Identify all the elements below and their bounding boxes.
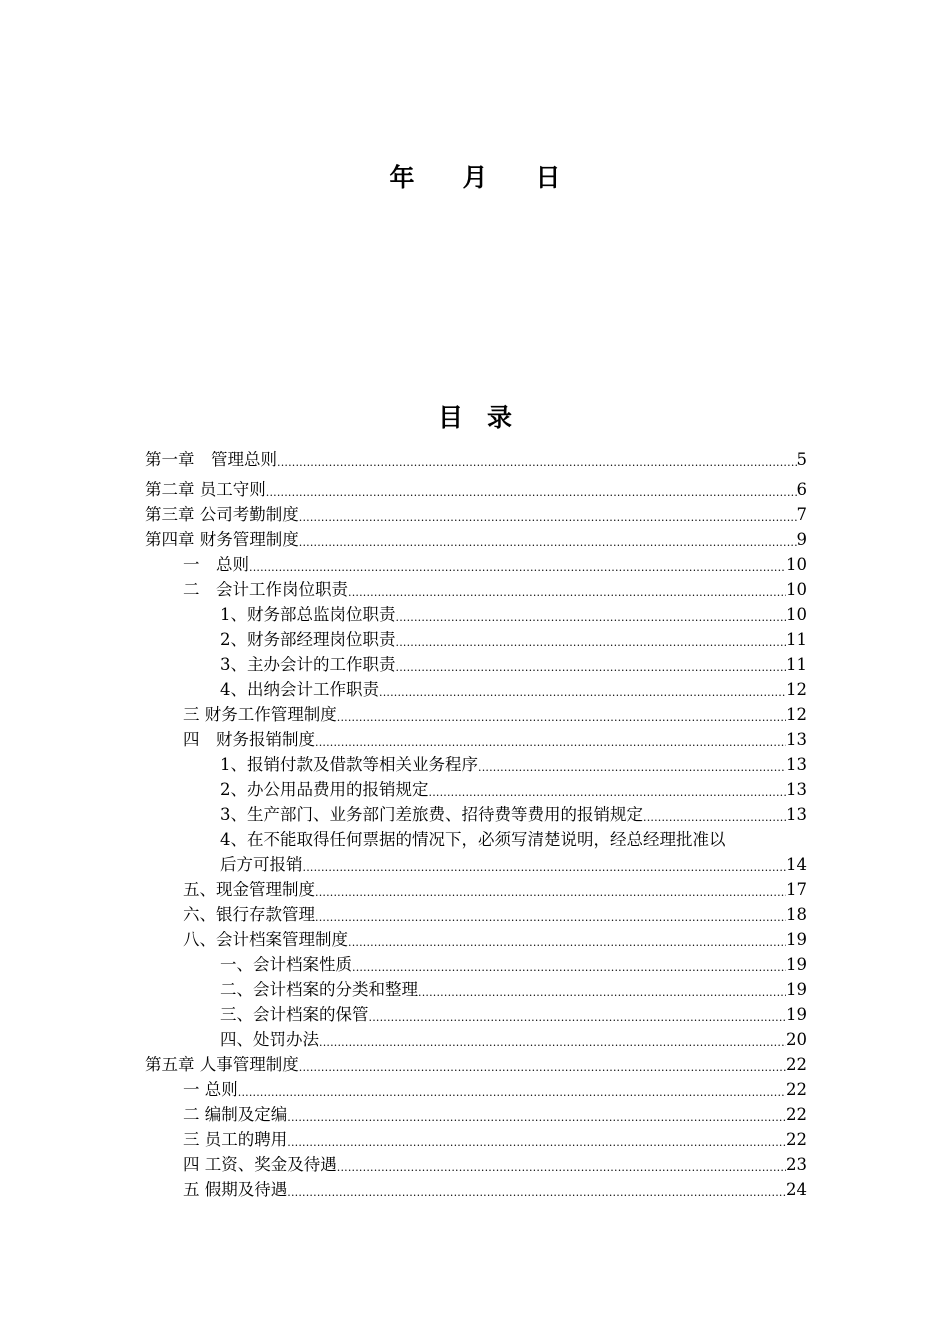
toc-entry-subsection[interactable]: 二、会计档案的分类和整理 ..... 19 <box>220 978 807 1002</box>
toc-title-char-2: 录 <box>487 403 513 432</box>
date-year: 年 <box>389 163 415 192</box>
toc-entry-chapter-4[interactable]: 第四章 财务管理制度 ..... 9 <box>145 528 807 552</box>
toc-entry-chapter-1[interactable]: 第一章 管理总则 ..... 5 <box>145 448 807 472</box>
toc-entry-subsection[interactable]: 后方可报销 ..... 14 <box>220 853 807 877</box>
toc-entry-section[interactable]: 二 编制及定编 ..... 22 <box>183 1103 807 1127</box>
date-line <box>0 158 950 194</box>
toc-entry-chapter-5[interactable]: 第五章 人事管理制度 ..... 22 <box>145 1053 807 1077</box>
toc-entry-section[interactable]: 三 员工的聘用 ..... 22 <box>183 1128 807 1152</box>
toc-entry-subsection[interactable]: 3、生产部门、业务部门差旅费、招待费等费用的报销规定 ..... 13 <box>220 803 807 827</box>
toc-entry-wrapped-line[interactable]: 4、在不能取得任何票据的情况下，必须写清楚说明，经总经理批准以 <box>220 830 726 849</box>
toc-entry-section[interactable]: 四 工资、奖金及待遇 ..... 23 <box>183 1153 807 1177</box>
toc-entry-subsection[interactable]: 一、会计档案性质 ..... 19 <box>220 953 807 977</box>
toc-entry-subsection[interactable]: 2、财务部经理岗位职责 ..... 11 <box>220 628 807 652</box>
toc-entry-section[interactable]: 五 假期及待遇 ..... 24 <box>183 1178 807 1202</box>
date-day: 日 <box>535 163 561 192</box>
date-month: 月 <box>462 163 488 192</box>
toc-entry-subsection[interactable]: 3、主办会计的工作职责 ..... 11 <box>220 653 807 677</box>
toc-entry-section[interactable]: 八、会计档案管理制度 ..... 19 <box>183 928 807 952</box>
toc-title <box>0 398 950 434</box>
toc-entry-subsection[interactable]: 2、办公用品费用的报销规定 ..... 13 <box>220 778 807 802</box>
toc-entry-section[interactable]: 一 总则 ..... 10 <box>183 553 807 577</box>
toc-entry-section[interactable]: 二 会计工作岗位职责 ..... 10 <box>183 578 807 602</box>
toc-entry-subsection[interactable]: 三、会计档案的保管 ..... 19 <box>220 1003 807 1027</box>
toc-entry-section[interactable]: 六、银行存款管理 ..... 18 <box>183 903 807 927</box>
toc-entry-section[interactable]: 四 财务报销制度 ..... 13 <box>183 728 807 752</box>
toc-entry-section[interactable]: 五、现金管理制度 ..... 17 <box>183 878 807 902</box>
toc-entry-subsection[interactable]: 1、财务部总监岗位职责 ..... 10 <box>220 603 807 627</box>
toc-entry-chapter-2[interactable]: 第二章 员工守则 ..... 6 <box>145 478 807 502</box>
toc-entry-section[interactable]: 三 财务工作管理制度 ..... 12 <box>183 703 807 727</box>
toc-entry-subsection[interactable]: 1、报销付款及借款等相关业务程序 ..... 13 <box>220 753 807 777</box>
toc-entry-subsection[interactable]: 4、出纳会计工作职责 ..... 12 <box>220 678 807 702</box>
toc-entry-section[interactable]: 一 总则 ..... 22 <box>183 1078 807 1102</box>
toc-entry-subsection[interactable]: 四、处罚办法 ..... 20 <box>220 1028 807 1052</box>
toc-entry-chapter-3[interactable]: 第三章 公司考勤制度 ..... 7 <box>145 503 807 527</box>
toc-title-char-1: 目 <box>437 403 463 432</box>
